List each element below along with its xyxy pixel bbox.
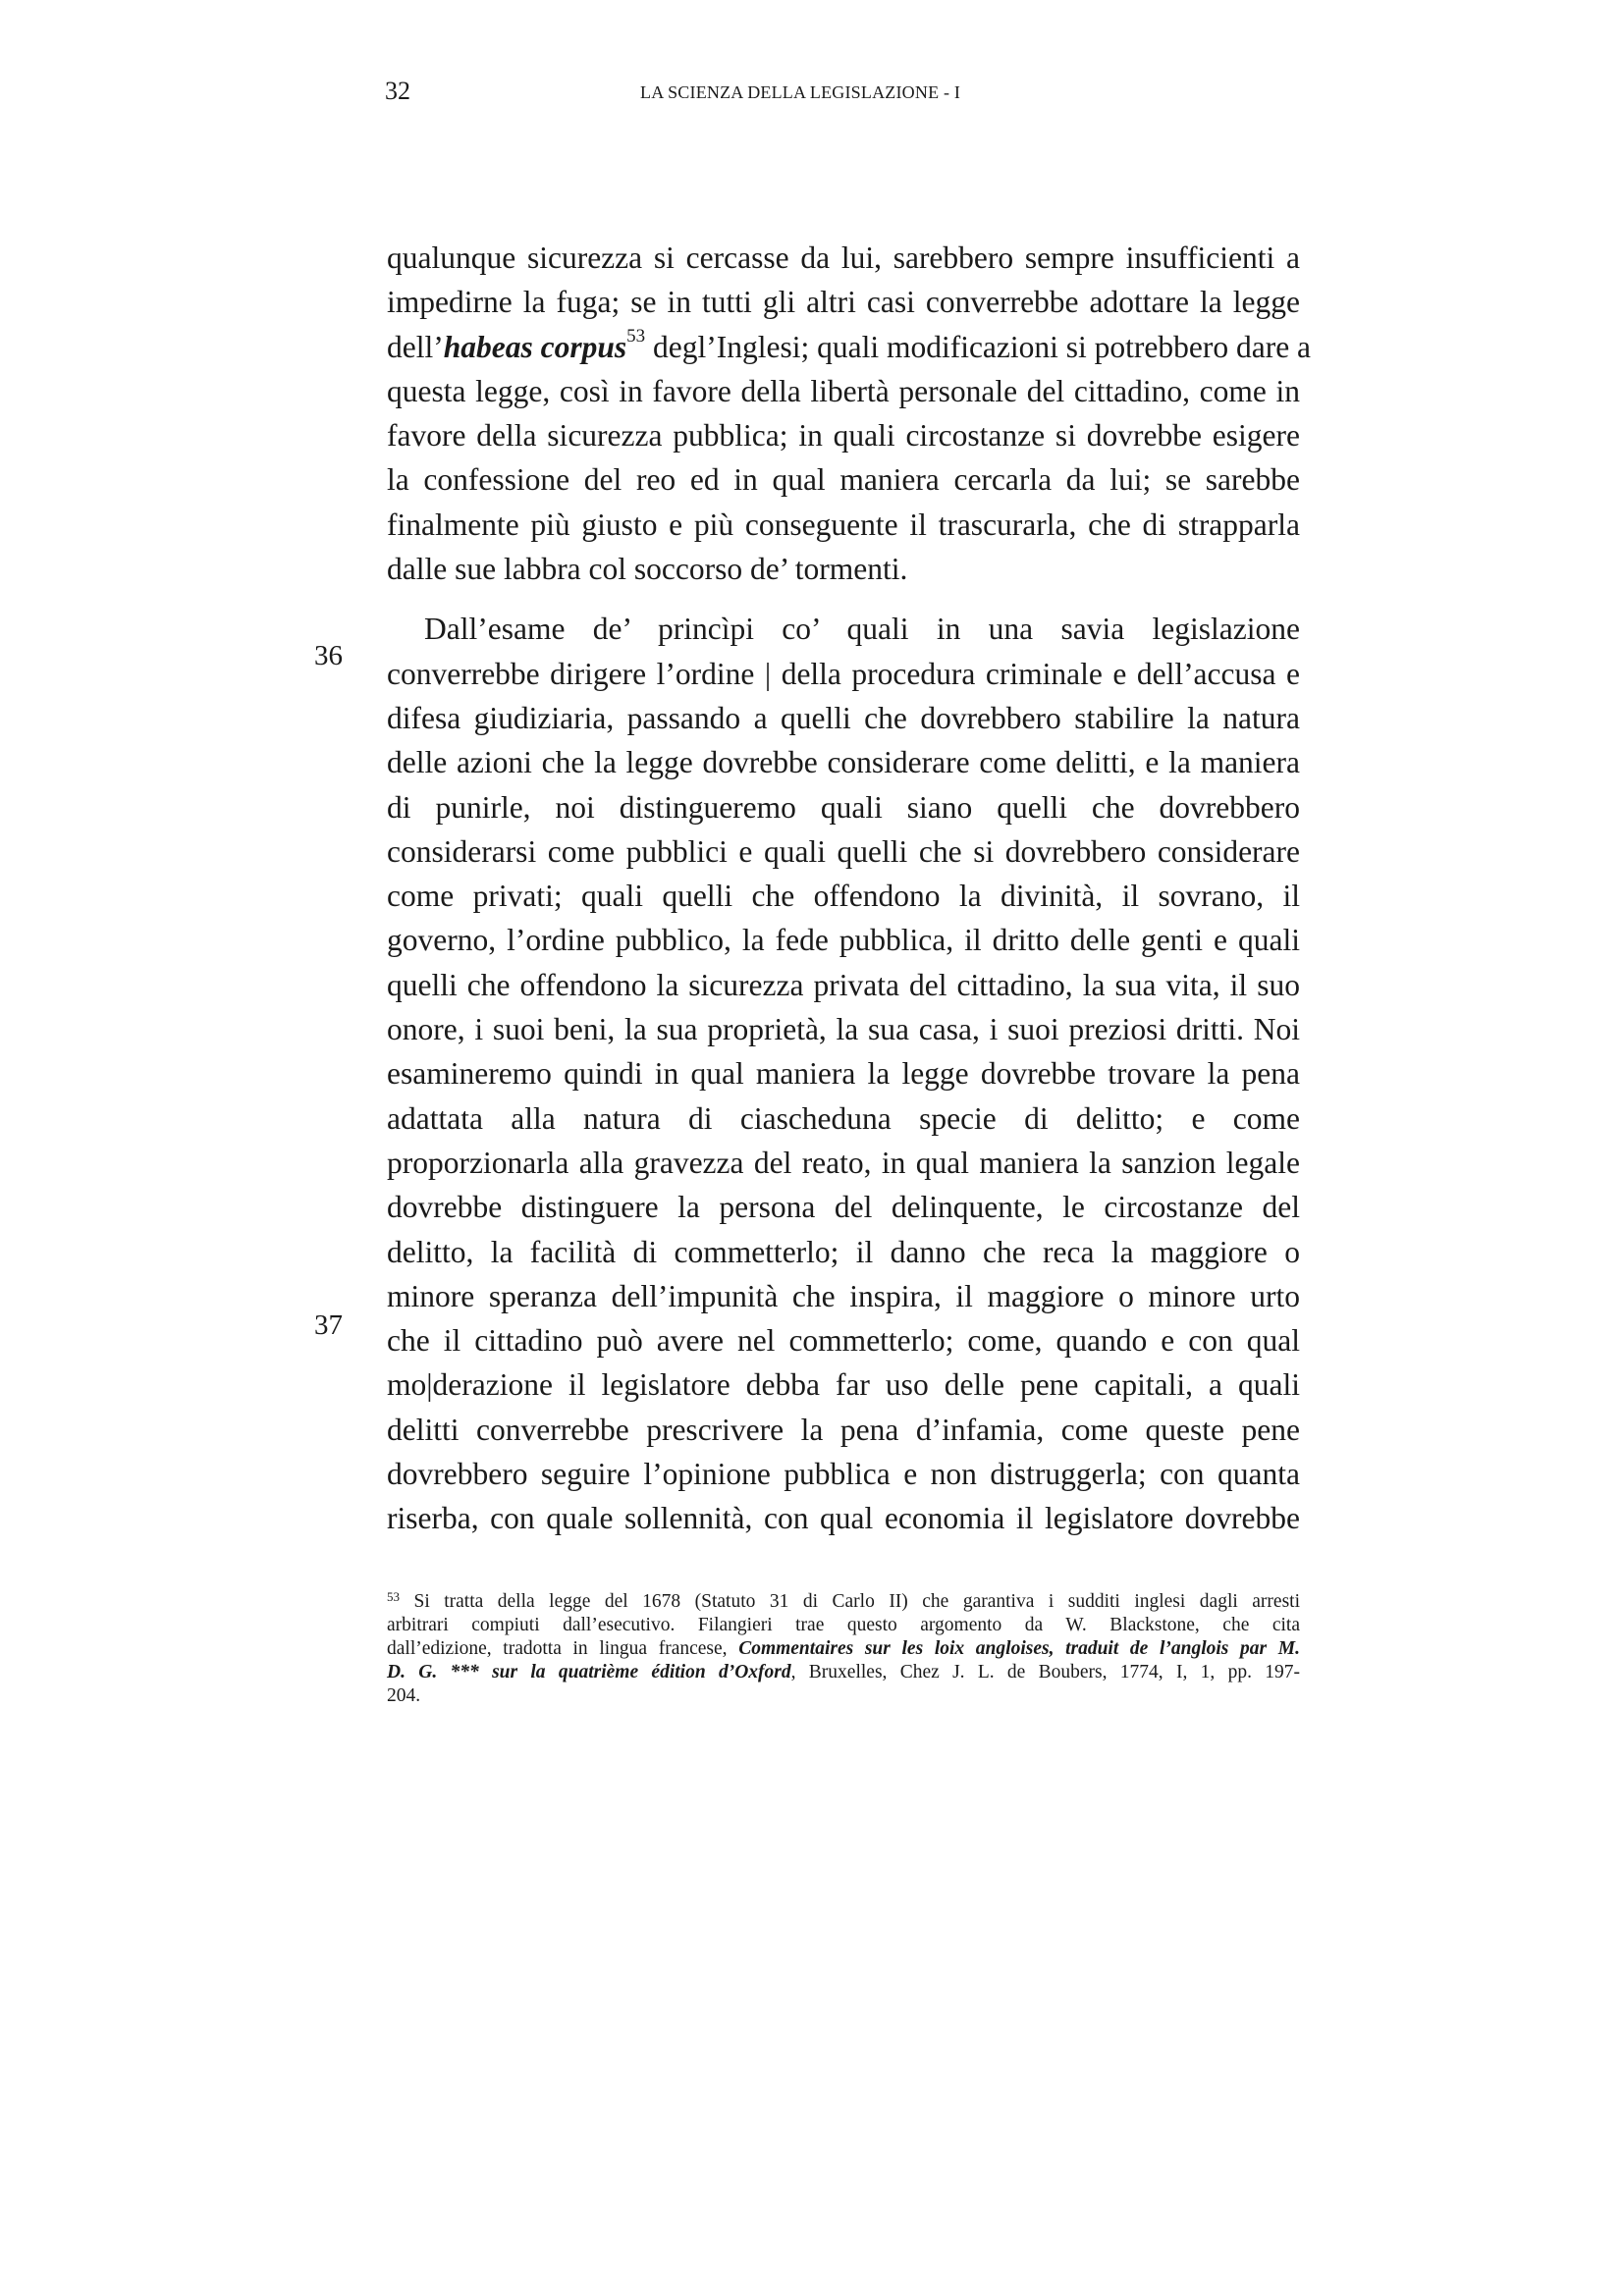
text-line: adattata alla natura di ciascheduna specie di delitto; e come <box>387 1100 1300 1136</box>
paragraph-2 <box>387 607 1300 1540</box>
text-line: esamineremo quindi in qual maniera la legge dovrebbe trovare la pena <box>387 1056 1300 1092</box>
text-line: favore della sicurezza pubblica; in quali circostanze si dovrebbe esigere <box>387 418 1300 454</box>
text-line <box>387 325 1312 369</box>
margin-number-37: 37 <box>314 1309 343 1341</box>
text-span: dell’ <box>387 329 444 364</box>
text-line: come privati; quali quelli che offendono la divinità, il sovrano, il <box>387 879 1300 914</box>
text-line: di punirle, noi distingueremo quali siano quelli che dovrebbero <box>387 789 1300 825</box>
footnote-reference: 53 <box>626 326 646 347</box>
text-line: difesa giudiziaria, passando a quelli che dovrebbero stabilire la natura <box>387 700 1300 735</box>
main-text <box>387 236 1312 1541</box>
text-line: la confessione del reo ed in qual maniera cercarla da lui; se sarebbe <box>387 462 1300 498</box>
text-line: delitto, la facilità di commetterlo; il danno che reca la maggiore o <box>387 1234 1300 1269</box>
habeas-corpus-italic: habeas corpus <box>443 329 627 364</box>
text-line: quelli che offendono la sicurezza privata del cittadino, la sua vita, il suo <box>387 967 1300 1002</box>
footnote-line: 204. <box>387 1685 421 1706</box>
footnote-line <box>387 1661 1300 1684</box>
text-line: delle azioni che la legge dovrebbe considerare come delitti, e la maniera <box>387 745 1300 780</box>
text-line: delitti converrebbe prescrivere la pena d’infamia, come queste pene <box>387 1412 1300 1447</box>
footnote-text: , Bruxelles, Chez J. L. de Boubers, 1774, I, 1, pp. 197- <box>790 1662 1300 1682</box>
footnote-line <box>387 1590 1300 1614</box>
footnote-title-italic: Commentaires sur les loix angloises, traduit de l’anglois par M. <box>738 1638 1300 1659</box>
text-line: proporzionarla alla gravezza del reato, in qual maniera la sanzion legale <box>387 1145 1300 1180</box>
footnote-text: Si tratta della legge del 1678 (Statuto 31 di Carlo II) che garantiva i sudditi inglesi dagli arresti <box>413 1591 1300 1612</box>
footnote-title-italic: D. G. *** sur la quatrième édition d’Oxford <box>387 1662 791 1682</box>
text-line: finalmente più giusto e più conseguente il trascurarla, che di strapparla <box>387 507 1300 542</box>
text-line: che il cittadino può avere nel commetterlo; come, quando e con qual <box>387 1323 1300 1359</box>
text-line: governo, l’ordine pubblico, la fede pubblica, il dritto delle genti e quali <box>387 923 1300 958</box>
footnote-mark: 53 <box>387 1589 400 1604</box>
running-head: LA SCIENZA DELLA LEGISLAZIONE - I <box>640 82 961 102</box>
footnote-block <box>387 1590 1300 1708</box>
text-line: minore speranza dell’impunità che inspira, il maggiore o minore urto <box>387 1278 1300 1313</box>
text-line: onore, i suoi beni, la sua proprietà, la sua casa, i suoi preziosi dritti. Noi <box>387 1012 1300 1047</box>
text-line: converrebbe dirigere l’ordine | della procedura criminale e dell’accusa e <box>387 656 1300 691</box>
text-line: dovrebbero seguire l’opinione pubblica e non distruggerla; con quanta <box>387 1457 1300 1492</box>
text-line: dalle sue labbra col soccorso de’ tormenti. <box>387 552 908 587</box>
text-line: riserba, con quale sollennità, con qual economia il legislatore dovrebbe <box>387 1501 1300 1536</box>
text-span: degl’Inglesi; quali modificazioni si potrebbero dare a <box>645 329 1312 364</box>
text-line: dovrebbe distinguere la persona del delinquente, le circostanze del <box>387 1190 1300 1225</box>
paragraph-1 <box>387 236 1312 591</box>
footnote-line <box>387 1637 1300 1661</box>
text-line: qualunque sicurezza si cercasse da lui, sarebbero sempre insufficienti a <box>387 240 1300 275</box>
text-line: mo|derazione il legislatore debba far uso delle pene capitali, a quali <box>387 1367 1300 1403</box>
margin-number-36: 36 <box>314 640 343 671</box>
text-line: questa legge, così in favore della libertà personale del cittadino, come in <box>387 373 1300 408</box>
text-line: Dall’esame de’ princìpi co’ quali in una savia legislazione <box>424 612 1300 647</box>
text-line: considerarsi come pubblici e quali quelli che si dovrebbero considerare <box>387 833 1300 869</box>
page-number: 32 <box>385 77 410 105</box>
text-line: impedirne la fuga; se in tutti gli altri casi converrebbe adottare la legge <box>387 285 1300 320</box>
footnote-text: dall’edizione, tradotta in lingua francese, <box>387 1638 739 1659</box>
footnote-line: arbitrari compiuti dall’esecutivo. Filangieri trae questo argomento da W. Blackstone, che cita <box>387 1615 1300 1635</box>
